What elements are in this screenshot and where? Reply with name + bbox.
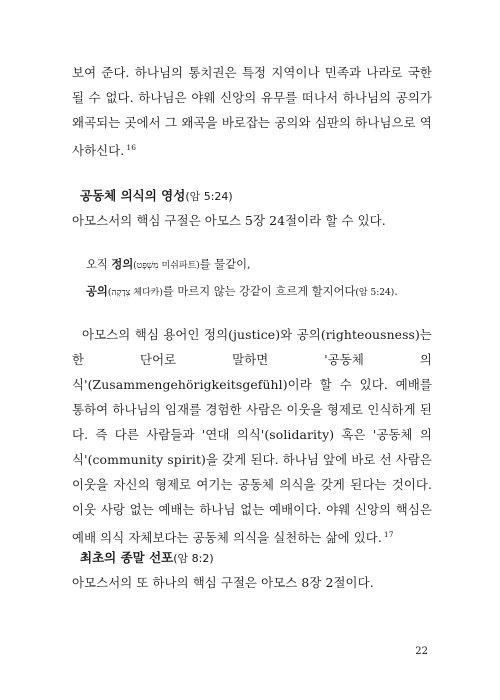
hebrew-gloss: (מִשְׁפָּט 미쉬파트) — [133, 261, 200, 271]
quote-line: 오직 정의(מִשְׁפָּט 미쉬파트)를 물같이, — [86, 257, 251, 271]
quote-line: 공의(צְדָקָה 체다카)를 마르지 않는 강같이 흐르게 할지어다(암 5:24). — [86, 284, 398, 298]
section-heading — [80, 548, 214, 566]
footnote-marker: 17 — [383, 530, 394, 539]
page-number: 22 — [415, 646, 428, 657]
hebrew-gloss: (צְדָקָה 체다카) — [107, 288, 163, 298]
section-reference: (암 5:24) — [185, 190, 233, 203]
quote-reference: (암 5:24) — [355, 288, 395, 298]
paragraph-text: 보여 준다. 하나님의 통치권은 특정 지역이나 민족과 나라로 국한될 수 없다. 하나님은 야웨 신앙의 유무를 떠나서 하나님의 공의가 왜곡되는 곳에서 그 왜곡을 바로잡는 공의와 심판의 하나님으로 역사하신다. — [72, 65, 432, 158]
section-intro: 아모스서의 또 하나의 핵심 구절은 아모스 8장 2절이다. — [72, 575, 374, 590]
term-righteousness: 공의 — [86, 284, 108, 298]
section-heading — [80, 186, 233, 204]
section-reference: (암 8:2) — [173, 552, 214, 565]
section-title: 최초의 종말 선포 — [80, 550, 174, 565]
footnote-marker: 16 — [126, 143, 137, 152]
paragraph-text: 아모스의 핵심 용어인 정의(justice)와 공의(righteousness)는 한 단어로 말하면 '공동체 의식'(Zusammengehörigkeitsgefühl)이라 할 수 있다. 예배를 통하여 하나님의 임재를 경험한 사람은 이웃을 형제로 인식하게 된다. 즉 다른 사람들과 '연대 의식'(solidarity) 혹은 '공동체 의식'(community spirit)을 갖게 된다. 하나님 앞에 바로 선 사람은 이웃을 자신의 형제로 여기는 공동체 의식을 갖게 된다는 것이다. 이웃 사랑 없는 예배는 하나님 없는 예배이다. 야웨 신앙의 핵심은 예배 의식 자체보다는 공동체 의식을 실천하는 삶에 있다. — [72, 327, 432, 545]
term-justice: 정의 — [111, 257, 134, 271]
body-paragraph — [72, 60, 432, 163]
section-intro: 아모스서의 핵심 구절은 아모스 5장 24절이라 할 수 있다. — [72, 213, 386, 228]
section-title: 공동체 의식의 영성 — [80, 188, 186, 203]
body-paragraph — [72, 322, 432, 550]
scripture-quote — [86, 252, 426, 306]
